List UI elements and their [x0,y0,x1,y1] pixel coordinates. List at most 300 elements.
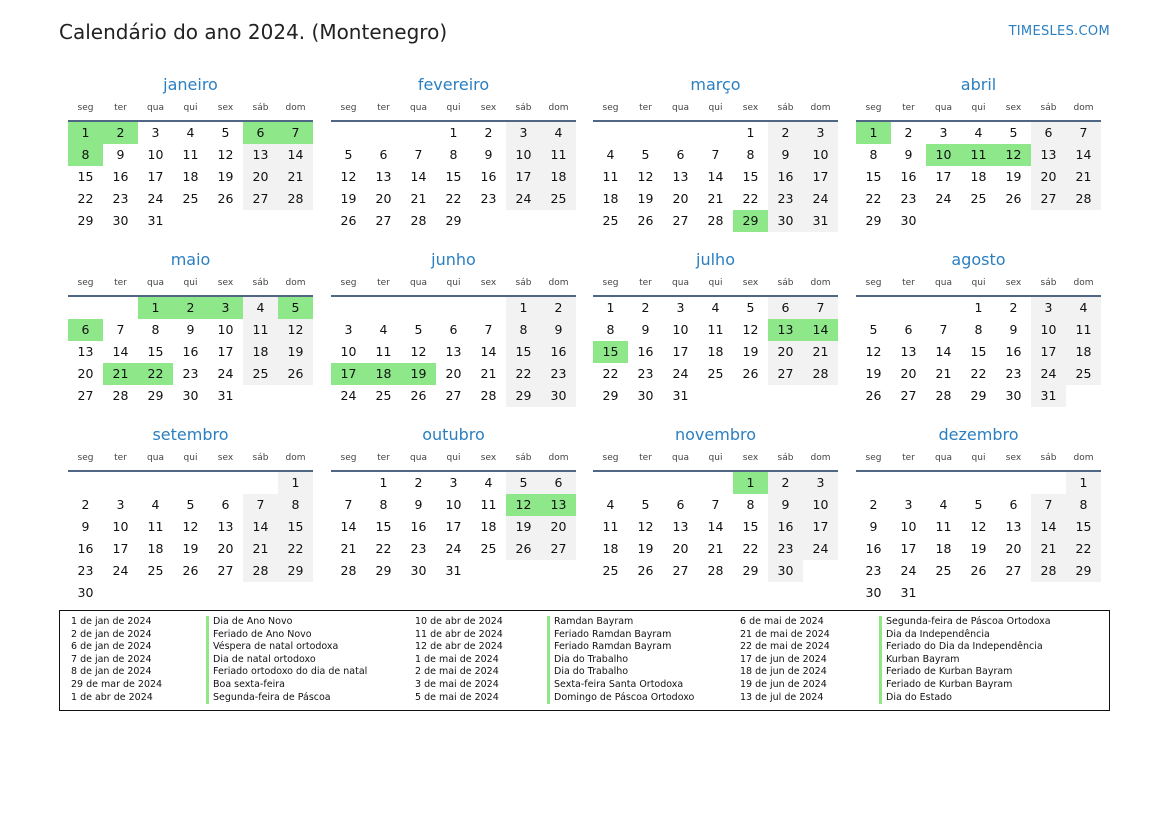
day-cell[interactable]: 10 [340,344,357,359]
day-cell[interactable]: 1 [974,300,983,315]
day-cell[interactable]: 17 [900,541,917,556]
day-cell[interactable]: 7 [243,494,278,516]
holiday-day-cell[interactable]: 1 [733,472,768,494]
day-cell[interactable]: 17 [147,169,164,184]
day-cell[interactable]: 4 [711,300,720,315]
day-cell[interactable]: 12 [340,169,357,184]
day-cell[interactable]: 5 [974,497,983,512]
day-cell[interactable]: 18 [602,191,619,206]
day-cell[interactable]: 26 [340,213,357,228]
day-cell[interactable]: 14 [480,344,497,359]
day-cell[interactable]: 9 [768,144,803,166]
day-cell[interactable]: 20 [768,341,803,363]
day-cell[interactable]: 20 [217,541,234,556]
day-cell[interactable]: 19 [340,191,357,206]
day-cell[interactable]: 14 [1031,516,1066,538]
day-cell[interactable]: 29 [77,213,94,228]
day-cell[interactable]: 27 [243,188,278,210]
day-cell[interactable]: 7 [1066,122,1101,144]
day-cell[interactable]: 13 [1031,144,1066,166]
day-cell[interactable]: 19 [637,191,654,206]
day-cell[interactable]: 15 [506,341,541,363]
day-cell[interactable]: 14 [410,169,427,184]
day-cell[interactable]: 24 [112,563,129,578]
day-cell[interactable]: 12 [970,519,987,534]
holiday-day-cell[interactable]: 1 [856,122,891,144]
day-cell[interactable]: 6 [1031,122,1066,144]
holiday-day-cell[interactable]: 6 [243,122,278,144]
day-cell[interactable]: 3 [676,300,685,315]
day-cell[interactable]: 18 [970,169,987,184]
day-cell[interactable]: 16 [637,344,654,359]
day-cell[interactable]: 7 [711,147,720,162]
day-cell[interactable]: 18 [935,541,952,556]
day-cell[interactable]: 15 [865,169,882,184]
day-cell[interactable]: 9 [484,147,493,162]
day-cell[interactable]: 24 [445,541,462,556]
day-cell[interactable]: 25 [243,363,278,385]
holiday-day-cell[interactable]: 22 [138,363,173,385]
day-cell[interactable]: 27 [217,563,234,578]
holiday-day-cell[interactable]: 7 [278,122,313,144]
day-cell[interactable]: 7 [711,497,720,512]
day-cell[interactable]: 16 [1005,344,1022,359]
day-cell[interactable]: 9 [1009,322,1018,337]
day-cell[interactable]: 18 [243,341,278,363]
day-cell[interactable]: 21 [803,341,838,363]
day-cell[interactable]: 27 [1031,188,1066,210]
day-cell[interactable]: 2 [768,472,803,494]
day-cell[interactable]: 16 [77,541,94,556]
day-cell[interactable]: 15 [1066,516,1101,538]
day-cell[interactable]: 13 [1005,519,1022,534]
day-cell[interactable]: 9 [768,494,803,516]
day-cell[interactable]: 21 [480,366,497,381]
day-cell[interactable]: 5 [1009,125,1018,140]
day-cell[interactable]: 15 [278,516,313,538]
day-cell[interactable]: 15 [742,519,759,534]
day-cell[interactable]: 16 [112,169,129,184]
day-cell[interactable]: 8 [1066,494,1101,516]
day-cell[interactable]: 26 [410,388,427,403]
day-cell[interactable]: 5 [414,322,423,337]
day-cell[interactable]: 30 [182,388,199,403]
day-cell[interactable]: 30 [900,213,917,228]
day-cell[interactable]: 16 [182,344,199,359]
day-cell[interactable]: 13 [900,344,917,359]
day-cell[interactable]: 17 [803,516,838,538]
day-cell[interactable]: 31 [900,585,917,600]
day-cell[interactable]: 14 [1066,144,1101,166]
day-cell[interactable]: 7 [116,322,125,337]
day-cell[interactable]: 25 [480,541,497,556]
day-cell[interactable]: 28 [707,213,724,228]
day-cell[interactable]: 26 [278,363,313,385]
day-cell[interactable]: 24 [803,538,838,560]
holiday-day-cell[interactable]: 17 [331,363,366,385]
day-cell[interactable]: 8 [869,147,878,162]
day-cell[interactable]: 23 [768,188,803,210]
day-cell[interactable]: 18 [1066,341,1101,363]
day-cell[interactable]: 31 [803,210,838,232]
day-cell[interactable]: 28 [803,363,838,385]
day-cell[interactable]: 24 [1031,363,1066,385]
day-cell[interactable]: 3 [344,322,353,337]
holiday-day-cell[interactable]: 5 [278,297,313,319]
day-cell[interactable]: 5 [746,300,755,315]
day-cell[interactable]: 6 [676,147,685,162]
day-cell[interactable]: 30 [112,213,129,228]
holiday-day-cell[interactable]: 1 [68,122,103,144]
day-cell[interactable]: 10 [1031,319,1066,341]
day-cell[interactable]: 11 [707,322,724,337]
day-cell[interactable]: 19 [970,541,987,556]
day-cell[interactable]: 24 [672,366,689,381]
day-cell[interactable]: 22 [375,541,392,556]
day-cell[interactable]: 7 [1031,494,1066,516]
day-cell[interactable]: 16 [768,166,803,188]
day-cell[interactable]: 17 [445,519,462,534]
day-cell[interactable]: 8 [379,497,388,512]
holiday-day-cell[interactable]: 2 [103,122,138,144]
day-cell[interactable]: 23 [1005,366,1022,381]
day-cell[interactable]: 10 [217,322,234,337]
day-cell[interactable]: 23 [541,363,576,385]
day-cell[interactable]: 17 [506,166,541,188]
day-cell[interactable]: 7 [484,322,493,337]
day-cell[interactable]: 17 [1031,341,1066,363]
day-cell[interactable]: 28 [340,563,357,578]
day-cell[interactable]: 19 [742,344,759,359]
holiday-day-cell[interactable]: 15 [593,341,628,363]
day-cell[interactable]: 4 [186,125,195,140]
day-cell[interactable]: 20 [672,191,689,206]
day-cell[interactable]: 2 [414,475,423,490]
day-cell[interactable]: 21 [935,366,952,381]
day-cell[interactable]: 4 [541,122,576,144]
holiday-day-cell[interactable]: 10 [926,144,961,166]
day-cell[interactable]: 5 [641,147,650,162]
day-cell[interactable]: 6 [379,147,388,162]
day-cell[interactable]: 3 [1031,297,1066,319]
day-cell[interactable]: 19 [278,341,313,363]
day-cell[interactable]: 19 [637,541,654,556]
day-cell[interactable]: 18 [480,519,497,534]
day-cell[interactable]: 7 [414,147,423,162]
day-cell[interactable]: 19 [217,169,234,184]
day-cell[interactable]: 3 [803,122,838,144]
day-cell[interactable]: 15 [375,519,392,534]
day-cell[interactable]: 10 [112,519,129,534]
day-cell[interactable]: 22 [602,366,619,381]
day-cell[interactable]: 30 [541,385,576,407]
day-cell[interactable]: 29 [970,388,987,403]
day-cell[interactable]: 6 [541,472,576,494]
day-cell[interactable]: 2 [904,125,913,140]
day-cell[interactable]: 10 [900,519,917,534]
day-cell[interactable]: 26 [637,213,654,228]
day-cell[interactable]: 1 [746,125,755,140]
day-cell[interactable]: 6 [904,322,913,337]
day-cell[interactable]: 12 [742,322,759,337]
day-cell[interactable]: 1 [506,297,541,319]
day-cell[interactable]: 14 [707,169,724,184]
holiday-day-cell[interactable]: 21 [103,363,138,385]
day-cell[interactable]: 10 [672,322,689,337]
day-cell[interactable]: 30 [768,210,803,232]
day-cell[interactable]: 11 [375,344,392,359]
day-cell[interactable]: 25 [147,563,164,578]
day-cell[interactable]: 3 [803,472,838,494]
day-cell[interactable]: 16 [768,516,803,538]
day-cell[interactable]: 18 [602,541,619,556]
day-cell[interactable]: 25 [1066,363,1101,385]
day-cell[interactable]: 20 [900,366,917,381]
day-cell[interactable]: 6 [221,497,230,512]
day-cell[interactable]: 18 [147,541,164,556]
day-cell[interactable]: 8 [506,319,541,341]
day-cell[interactable]: 12 [637,519,654,534]
day-cell[interactable]: 9 [81,519,90,534]
day-cell[interactable]: 3 [506,122,541,144]
day-cell[interactable]: 21 [707,541,724,556]
day-cell[interactable]: 1 [379,475,388,490]
day-cell[interactable]: 25 [935,563,952,578]
day-cell[interactable]: 23 [637,366,654,381]
day-cell[interactable]: 18 [541,166,576,188]
day-cell[interactable]: 17 [112,541,129,556]
day-cell[interactable]: 21 [340,541,357,556]
day-cell[interactable]: 2 [641,300,650,315]
day-cell[interactable]: 21 [410,191,427,206]
day-cell[interactable]: 30 [1005,388,1022,403]
day-cell[interactable]: 26 [182,563,199,578]
day-cell[interactable]: 2 [869,497,878,512]
day-cell[interactable]: 1 [1066,472,1101,494]
holiday-day-cell[interactable]: 8 [68,144,103,166]
day-cell[interactable]: 20 [541,516,576,538]
day-cell[interactable]: 31 [445,563,462,578]
day-cell[interactable]: 13 [672,169,689,184]
day-cell[interactable]: 21 [1031,538,1066,560]
day-cell[interactable]: 9 [641,322,650,337]
day-cell[interactable]: 5 [869,322,878,337]
day-cell[interactable]: 17 [217,344,234,359]
day-cell[interactable]: 16 [865,541,882,556]
day-cell[interactable]: 21 [278,166,313,188]
day-cell[interactable]: 6 [1009,497,1018,512]
holiday-day-cell[interactable]: 11 [961,144,996,166]
day-cell[interactable]: 14 [112,344,129,359]
day-cell[interactable]: 8 [278,494,313,516]
day-cell[interactable]: 24 [506,188,541,210]
holiday-day-cell[interactable]: 2 [173,297,208,319]
day-cell[interactable]: 20 [77,366,94,381]
day-cell[interactable]: 11 [602,519,619,534]
day-cell[interactable]: 18 [707,344,724,359]
holiday-day-cell[interactable]: 13 [768,319,803,341]
day-cell[interactable]: 29 [278,560,313,582]
day-cell[interactable]: 19 [1005,169,1022,184]
day-cell[interactable]: 25 [602,213,619,228]
day-cell[interactable]: 5 [221,125,230,140]
day-cell[interactable]: 27 [672,213,689,228]
holiday-day-cell[interactable]: 3 [208,297,243,319]
holiday-day-cell[interactable]: 12 [996,144,1031,166]
day-cell[interactable]: 28 [707,563,724,578]
day-cell[interactable]: 10 [803,494,838,516]
day-cell[interactable]: 24 [803,188,838,210]
day-cell[interactable]: 27 [672,563,689,578]
day-cell[interactable]: 19 [506,516,541,538]
day-cell[interactable]: 29 [445,213,462,228]
day-cell[interactable]: 10 [803,144,838,166]
day-cell[interactable]: 4 [379,322,388,337]
day-cell[interactable]: 14 [707,519,724,534]
day-cell[interactable]: 27 [900,388,917,403]
day-cell[interactable]: 14 [935,344,952,359]
day-cell[interactable]: 8 [974,322,983,337]
day-cell[interactable]: 31 [1031,385,1066,407]
day-cell[interactable]: 23 [182,366,199,381]
day-cell[interactable]: 5 [344,147,353,162]
day-cell[interactable]: 27 [77,388,94,403]
day-cell[interactable]: 6 [449,322,458,337]
day-cell[interactable]: 20 [375,191,392,206]
day-cell[interactable]: 29 [375,563,392,578]
day-cell[interactable]: 11 [541,144,576,166]
holiday-day-cell[interactable]: 12 [506,494,541,516]
day-cell[interactable]: 27 [768,363,803,385]
day-cell[interactable]: 25 [182,191,199,206]
day-cell[interactable]: 7 [344,497,353,512]
day-cell[interactable]: 9 [186,322,195,337]
day-cell[interactable]: 25 [970,191,987,206]
day-cell[interactable]: 9 [869,519,878,534]
holiday-day-cell[interactable]: 18 [366,363,401,385]
day-cell[interactable]: 15 [742,169,759,184]
day-cell[interactable]: 2 [81,497,90,512]
day-cell[interactable]: 28 [410,213,427,228]
day-cell[interactable]: 23 [112,191,129,206]
day-cell[interactable]: 25 [541,188,576,210]
day-cell[interactable]: 10 [506,144,541,166]
day-cell[interactable]: 4 [606,147,615,162]
day-cell[interactable]: 3 [939,125,948,140]
day-cell[interactable]: 11 [1066,319,1101,341]
day-cell[interactable]: 11 [935,519,952,534]
day-cell[interactable]: 23 [410,541,427,556]
day-cell[interactable]: 29 [1066,560,1101,582]
day-cell[interactable]: 24 [935,191,952,206]
day-cell[interactable]: 16 [410,519,427,534]
day-cell[interactable]: 14 [243,516,278,538]
holiday-day-cell[interactable]: 13 [541,494,576,516]
day-cell[interactable]: 20 [672,541,689,556]
day-cell[interactable]: 13 [243,144,278,166]
day-cell[interactable]: 13 [672,519,689,534]
day-cell[interactable]: 30 [410,563,427,578]
day-cell[interactable]: 1 [449,125,458,140]
day-cell[interactable]: 15 [970,344,987,359]
holiday-day-cell[interactable]: 6 [68,319,103,341]
day-cell[interactable]: 22 [1066,538,1101,560]
day-cell[interactable]: 22 [506,363,541,385]
day-cell[interactable]: 13 [445,344,462,359]
day-cell[interactable]: 13 [217,519,234,534]
day-cell[interactable]: 28 [1031,560,1066,582]
day-cell[interactable]: 20 [1005,541,1022,556]
day-cell[interactable]: 24 [147,191,164,206]
day-cell[interactable]: 18 [182,169,199,184]
day-cell[interactable]: 30 [768,560,803,582]
brand-link[interactable]: TIMESLES.COM [1008,24,1110,39]
day-cell[interactable]: 14 [278,144,313,166]
day-cell[interactable]: 19 [865,366,882,381]
day-cell[interactable]: 11 [602,169,619,184]
day-cell[interactable]: 30 [77,585,94,600]
day-cell[interactable]: 12 [637,169,654,184]
day-cell[interactable]: 10 [445,497,462,512]
day-cell[interactable]: 26 [217,191,234,206]
day-cell[interactable]: 23 [480,191,497,206]
day-cell[interactable]: 26 [1005,191,1022,206]
day-cell[interactable]: 6 [676,497,685,512]
holiday-day-cell[interactable]: 1 [138,297,173,319]
day-cell[interactable]: 3 [116,497,125,512]
day-cell[interactable]: 28 [112,388,129,403]
day-cell[interactable]: 7 [803,297,838,319]
day-cell[interactable]: 9 [116,147,125,162]
day-cell[interactable]: 26 [742,366,759,381]
day-cell[interactable]: 23 [768,538,803,560]
day-cell[interactable]: 7 [939,322,948,337]
day-cell[interactable]: 4 [243,297,278,319]
day-cell[interactable]: 22 [742,541,759,556]
day-cell[interactable]: 31 [672,388,689,403]
day-cell[interactable]: 20 [1031,166,1066,188]
day-cell[interactable]: 22 [77,191,94,206]
day-cell[interactable]: 4 [484,475,493,490]
day-cell[interactable]: 13 [375,169,392,184]
day-cell[interactable]: 1 [606,300,615,315]
holiday-day-cell[interactable]: 29 [733,210,768,232]
day-cell[interactable]: 12 [217,147,234,162]
day-cell[interactable]: 4 [1066,297,1101,319]
day-cell[interactable]: 19 [182,541,199,556]
day-cell[interactable]: 22 [865,191,882,206]
day-cell[interactable]: 15 [77,169,94,184]
day-cell[interactable]: 22 [278,538,313,560]
day-cell[interactable]: 9 [541,319,576,341]
day-cell[interactable]: 24 [340,388,357,403]
day-cell[interactable]: 25 [602,563,619,578]
day-cell[interactable]: 27 [445,388,462,403]
day-cell[interactable]: 25 [375,388,392,403]
day-cell[interactable]: 12 [278,319,313,341]
day-cell[interactable]: 4 [606,497,615,512]
holiday-day-cell[interactable]: 14 [803,319,838,341]
day-cell[interactable]: 8 [606,322,615,337]
day-cell[interactable]: 16 [541,341,576,363]
day-cell[interactable]: 5 [641,497,650,512]
day-cell[interactable]: 8 [151,322,160,337]
day-cell[interactable]: 22 [445,191,462,206]
day-cell[interactable]: 24 [900,563,917,578]
day-cell[interactable]: 29 [147,388,164,403]
day-cell[interactable]: 11 [480,497,497,512]
day-cell[interactable]: 21 [1066,166,1101,188]
